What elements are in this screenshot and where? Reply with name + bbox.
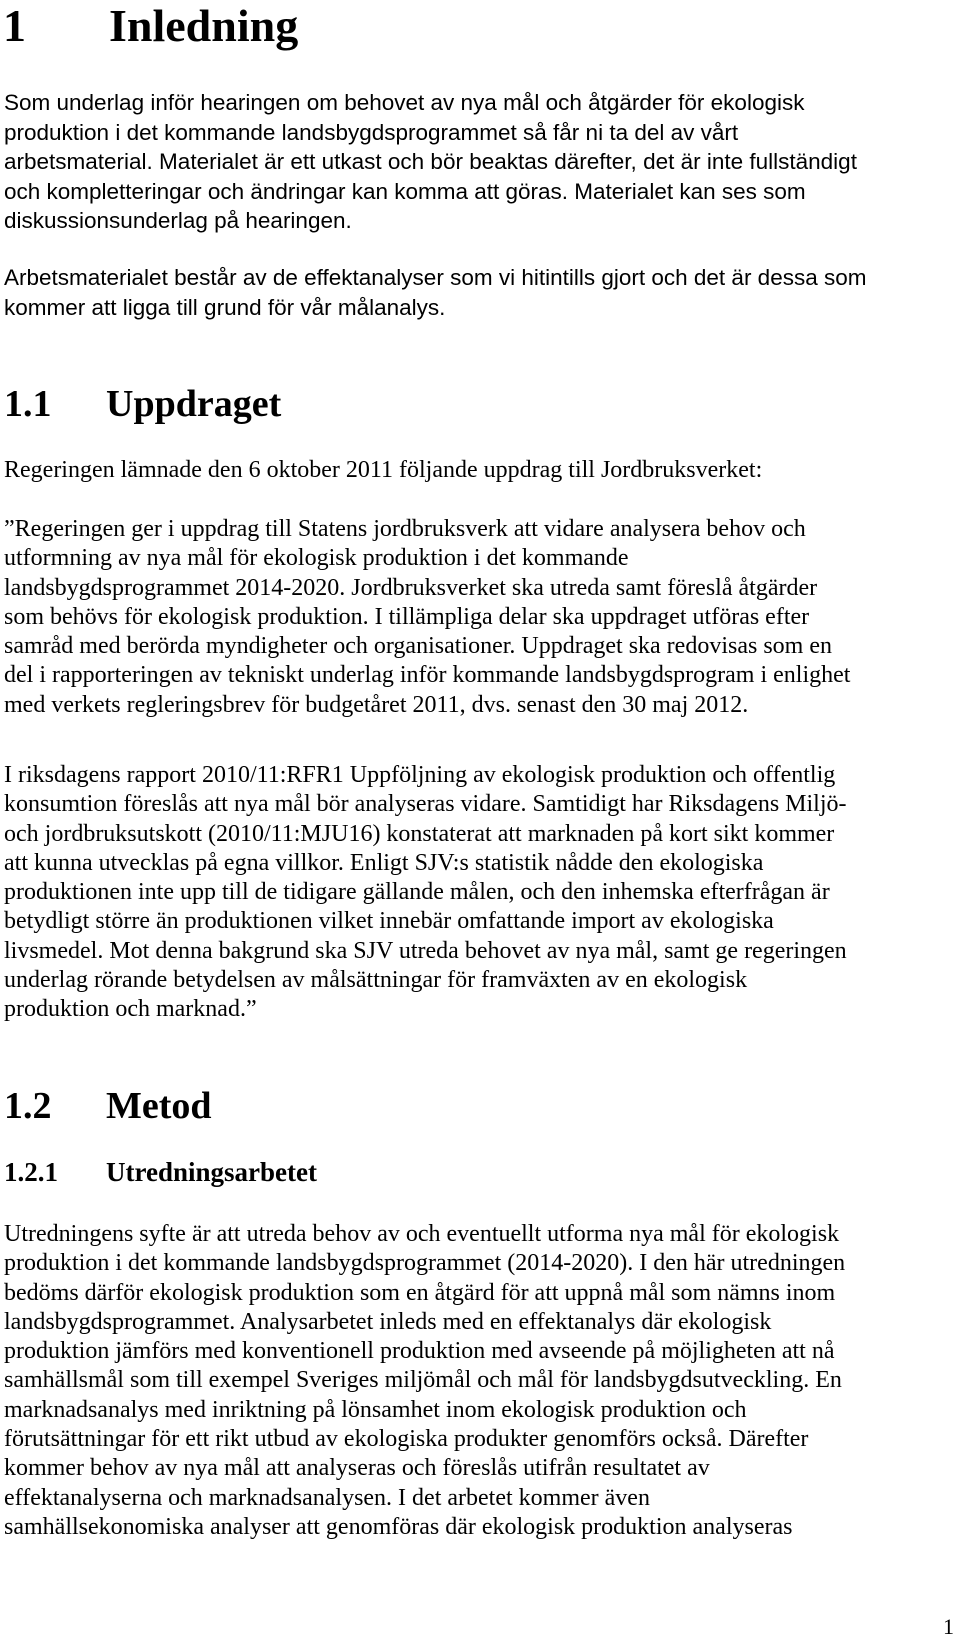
text-line: samhällsekonomiska analyser att genomföras där ekologisk produktion analyseras — [4, 1513, 793, 1540]
text-line: Regeringen lämnade den 6 oktober 2011 följande uppdrag till Jordbruksverket: — [4, 457, 763, 483]
text-line: I riksdagens rapport 2010/11:RFR1 Uppföljning av ekologisk produktion och offentlig — [4, 762, 836, 788]
text-line: produktionen inte upp till de tidigare gällande målen, och den inhemska efterfrågan är — [4, 879, 830, 906]
text-line: som behövs för ekologisk produktion. I tillämpliga delar ska uppdraget utföras efter — [4, 603, 810, 630]
text-line: marknadsanalys med inriktning på lönsamhet inom ekologisk produktion och — [4, 1396, 747, 1423]
heading-title: Inledning — [109, 0, 299, 51]
text-line: med verkets regleringsbrev för budgetåret 2011, dvs. senast den 30 maj 2012. — [4, 691, 749, 718]
text-line: produktion i det kommande landsbygdsprogrammet så får ni ta del av vårt — [4, 119, 739, 145]
text-line: landsbygdsprogrammet 2014-2020. Jordbruksverket ska utreda samt föreslå åtgärder — [4, 574, 818, 601]
text-line: samråd med berörda myndigheter och organisationer. Uppdraget ska redovisas som en — [4, 633, 832, 660]
text-line: utformning av nya mål för ekologisk produktion i det kommande — [4, 545, 629, 572]
heading-title: Uppdraget — [106, 383, 282, 425]
text-line: effektanalyserna och marknadsanalysen. I det arbetet kommer även — [4, 1484, 650, 1511]
heading-number: 1 — [3, 0, 26, 51]
heading-inledning — [3, 0, 298, 52]
text-line: Arbetsmaterialet består av de effektanalyser som vi hitintills gjort och det är dessa som — [4, 265, 867, 290]
heading-number: 1.2.1 — [4, 1157, 58, 1187]
heading-number: 1.2 — [4, 1085, 52, 1127]
text-line: produktion i det kommande landsbygdsprogrammet (2014-2020). I den här utredningen — [4, 1250, 846, 1277]
text-line: bedöms därför ekologisk produktion som en åtgärd för att uppnå mål som nämns inom — [4, 1279, 836, 1306]
uppdraget-paragraph-3 — [4, 761, 956, 1025]
text-line: att kunna utvecklas på egna villkor. Enligt SJV:s statistik nådde den ekologiska — [4, 849, 764, 876]
text-line: och jordbruksutskott (2010/11:MJU16) konstaterat att marknaden på kort sikt kommer — [4, 820, 835, 847]
uppdraget-quote-paragraph — [4, 515, 956, 720]
text-line: landsbygdsprogrammet. Analysarbetet inleds med en effektanalys där ekologisk — [4, 1308, 772, 1335]
page-number: 1 — [943, 1614, 954, 1639]
text-line: underlag rörande betydelsen av målsättningar för framväxten av en ekologisk — [4, 967, 748, 994]
heading-utredningsarbetet — [4, 1156, 317, 1188]
heading-number: 1.1 — [4, 383, 52, 425]
intro-paragraph-2 — [4, 263, 956, 322]
text-line: förutsättningar för ett rikt utbud av ekologiska produkter genomförs också. Därefter — [4, 1426, 809, 1453]
heading-uppdraget — [4, 382, 281, 426]
text-line: betydligt större än produktionen vilket innebär omfattande import av ekologiska — [4, 908, 774, 935]
text-line: livsmedel. Mot denna bakgrund ska SJV utreda behovet av nya mål, samt ge regeringen — [4, 937, 847, 964]
text-line: arbetsmaterial. Materialet är ett utkast och bör beaktas därefter, det är inte fullständigt — [4, 149, 857, 174]
text-line: produktion jämförs med konventionell produktion med avseende på möjligheten att nå — [4, 1338, 835, 1365]
text-line: Utredningens syfte är att utreda behov av och eventuellt utforma nya mål för ekologisk — [4, 1221, 840, 1247]
text-line: konsumtion föreslås att nya mål bör analyseras vidare. Samtidigt har Riksdagens Miljö- — [4, 791, 847, 818]
text-line: samhällsmål som till exempel Sveriges miljömål och mål för landsbygdsutveckling. En — [4, 1367, 842, 1394]
text-line: och kompletteringar och ändringar kan komma att göras. Materialet kan ses som — [4, 178, 806, 204]
utredningsarbetet-paragraph — [4, 1220, 956, 1542]
text-line: kommer behov av nya mål att analyseras och föreslås utifrån resultatet av — [4, 1455, 710, 1482]
intro-paragraph-1 — [4, 88, 956, 236]
text-line: ”Regeringen ger i uppdrag till Statens jordbruksverk att vidare analysera behov och — [4, 516, 806, 542]
text-line: kommer att ligga till grund för vår målanalys. — [4, 294, 446, 320]
text-line: del i rapporteringen av tekniskt underlag inför kommande landsbygdsprogram i enlighet — [4, 662, 851, 689]
heading-title: Utredningsarbetet — [106, 1157, 317, 1187]
text-line: Som underlag inför hearingen om behovet av nya mål och åtgärder för ekologisk — [4, 90, 805, 115]
heading-metod — [4, 1084, 212, 1128]
text-line: produktion och marknad.” — [4, 996, 257, 1023]
uppdraget-paragraph-1 — [4, 456, 956, 485]
text-line: diskussionsunderlag på hearingen. — [4, 208, 352, 233]
heading-title: Metod — [106, 1085, 212, 1127]
